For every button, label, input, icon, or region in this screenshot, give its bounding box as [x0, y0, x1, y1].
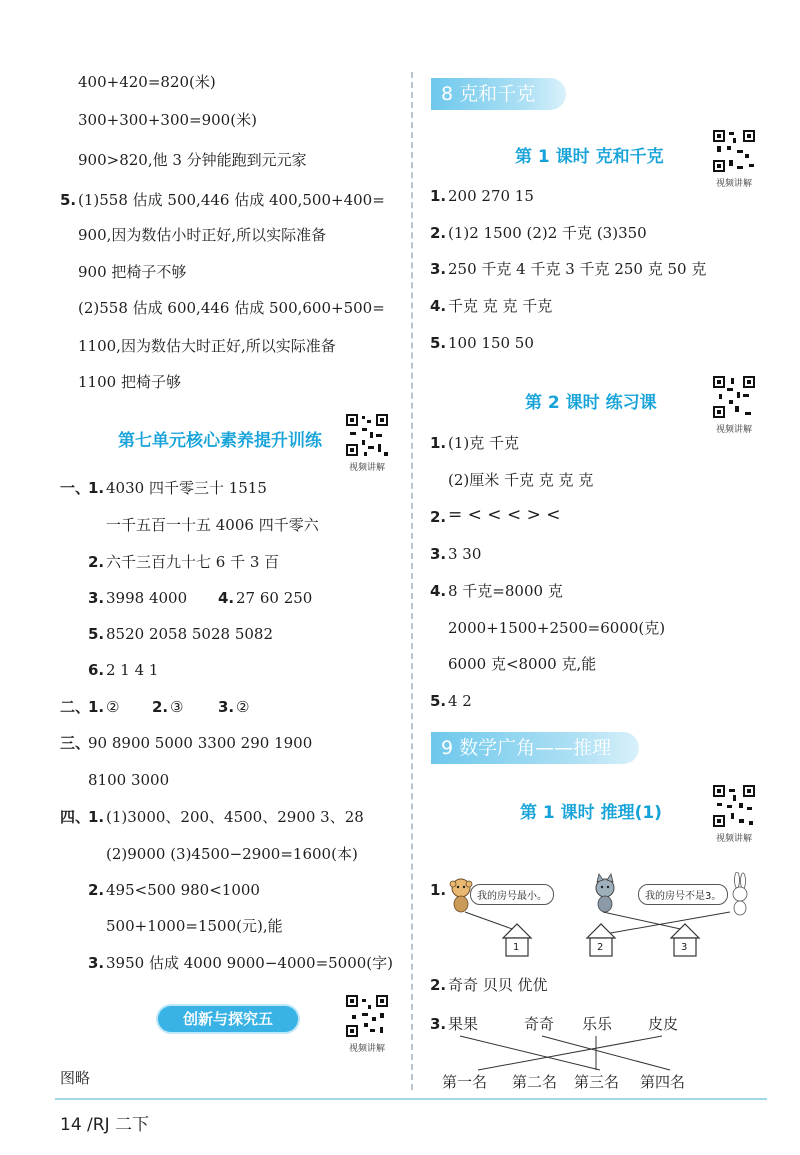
l3-q1-number: 1. [430, 881, 447, 899]
l3-q2-answer: 奇奇 贝贝 优优 [448, 976, 548, 994]
qr-code-icon[interactable] [344, 993, 390, 1039]
l1-q2-answer: (1)2 1500 (2)2 千克 (3)350 [448, 224, 647, 242]
l1-q3-answer: 250 千克 4 千克 3 千克 250 克 50 克 [448, 260, 707, 278]
name-guoguo: 果果 [448, 1015, 479, 1033]
lesson-1-title: 第 1 课时 克和千克 [515, 147, 664, 167]
s2-a1-number: 1. [88, 698, 105, 716]
s1-q3-answer: 3998 4000 [106, 589, 188, 607]
s1-q1-line-2: 一千五百一十五 4006 四千零六 [106, 516, 319, 534]
s1-q1-line-1: 4030 四千零三十 1515 [106, 479, 267, 497]
q5-number: 5. [60, 191, 77, 209]
rank-first: 第一名 [442, 1073, 488, 1091]
cat-icon [596, 874, 614, 912]
name-lele: 乐乐 [582, 1015, 613, 1033]
l2-q2-number: 2. [430, 508, 447, 526]
s4-q1-number: 1. [88, 808, 105, 826]
l2-q4-number: 4. [430, 582, 447, 600]
q5-line-3: 900 把椅子不够 [78, 263, 187, 281]
s1-q6-number: 6. [88, 661, 105, 679]
s2-a2-answer: ③ [170, 698, 184, 716]
s1-q2-answer: 六千三百九十七 6 千 3 百 [106, 553, 280, 571]
rabbit-icon [733, 872, 747, 915]
s1-q4-answer: 27 60 250 [236, 589, 313, 607]
lesson-2-title: 第 2 课时 练习课 [525, 393, 657, 413]
calc-line-1: 400+420=820(米) [78, 73, 216, 91]
l2-q1-number: 1. [430, 434, 447, 452]
s1-q5-answer: 8520 2058 5028 5082 [106, 625, 273, 643]
qr-code-icon[interactable] [711, 128, 757, 174]
calc-line-3: 900>820,他 3 分钟能跑到元元家 [78, 151, 307, 169]
qr-caption: 视频讲解 [715, 425, 752, 435]
s4-q2-line-1: 495<500 980<1000 [106, 881, 260, 899]
l2-q4-line-3: 6000 克<8000 克,能 [448, 655, 597, 673]
section-four-label: 四、 [60, 808, 91, 826]
l1-q4-number: 4. [430, 297, 447, 315]
l1-q2-number: 2. [430, 224, 447, 242]
q5-line-2: 900,因为数估小时正好,所以实际准备 [78, 226, 327, 244]
l1-q3-number: 3. [430, 260, 447, 278]
rank-fourth: 第四名 [640, 1073, 686, 1091]
s1-q5-number: 5. [88, 625, 105, 643]
s4-q2-line-2: 500+1000=1500(元),能 [106, 917, 283, 935]
l1-q5-number: 5. [430, 334, 447, 352]
rank-second: 第二名 [512, 1073, 558, 1091]
l1-q4-answer: 千克 克 克 千克 [448, 297, 553, 315]
s3-line-1: 90 8900 5000 3300 290 1900 [88, 734, 313, 752]
l2-q4-line-2: 2000+1500+2500=6000(克) [448, 619, 666, 637]
s2-a2-number: 2. [152, 698, 169, 716]
speech-bubble-monkey: 我的房号最小。 [470, 884, 554, 905]
chapter-8-header: 8 克和千克 [431, 78, 566, 110]
qr-code-icon[interactable] [711, 783, 757, 829]
l2-q2-answer: = < < < > < [448, 505, 561, 525]
l3-q2-number: 2. [430, 976, 447, 994]
l2-q4-line-1: 8 千克=8000 克 [448, 582, 563, 600]
q5-line-5: 1100,因为数估大时正好,所以实际准备 [78, 337, 336, 355]
unit-review-title: 第七单元核心素养提升训练 [118, 431, 322, 451]
calc-line-2: 300+300+300=900(米) [78, 111, 257, 129]
section-two-label: 二、 [60, 698, 91, 716]
s1-q4-number: 4. [218, 589, 235, 607]
l2-q5-answer: 4 2 [448, 692, 472, 710]
qr-caption: 视频讲解 [715, 834, 752, 844]
qr-code-icon[interactable] [344, 412, 390, 458]
l2-q1-line-1: (1)克 千克 [448, 434, 520, 452]
rank-third: 第三名 [574, 1073, 620, 1091]
s2-a3-number: 3. [218, 698, 235, 716]
l2-q5-number: 5. [430, 692, 447, 710]
s4-q2-number: 2. [88, 881, 105, 899]
name-qiqi: 奇奇 [524, 1015, 555, 1033]
qr-caption: 视频讲解 [348, 1044, 385, 1054]
figure-omitted-note: 图略 [60, 1069, 91, 1087]
matching-lines [440, 1034, 700, 1074]
page-footer: 14 /RJ 二下 [60, 1115, 149, 1135]
qr-code-icon[interactable] [711, 374, 757, 420]
monkey-icon [450, 879, 472, 912]
s1-q2-number: 2. [88, 553, 105, 571]
lesson-3-title: 第 1 课时 推理(1) [520, 803, 662, 823]
s4-q3-answer: 3950 估成 4000 9000−4000=5000(字) [106, 954, 394, 972]
s2-a1-answer: ② [106, 698, 120, 716]
s1-q6-answer: 2 1 4 1 [106, 661, 159, 679]
l3-q3-number: 3. [430, 1015, 447, 1033]
l2-q3-number: 3. [430, 545, 447, 563]
section-three-label: 三、 [60, 734, 91, 752]
s1-q3-number: 3. [88, 589, 105, 607]
qr-caption: 视频讲解 [348, 463, 385, 473]
s4-q3-number: 3. [88, 954, 105, 972]
s3-line-2: 8100 3000 [88, 771, 170, 789]
column-divider [411, 72, 413, 1090]
name-pipi: 皮皮 [648, 1015, 679, 1033]
innovation-badge: 创新与探究五 [158, 1006, 298, 1032]
speech-bubble-cat: 我的房号不是3。 [638, 884, 728, 905]
section-one-label: 一、 [60, 479, 91, 497]
house-number-3: 3 [681, 942, 688, 953]
s4-q1-line-1: (1)3000、200、4500、2900 3、28 [106, 808, 364, 826]
q5-line-6: 1100 把椅子够 [78, 373, 181, 391]
l1-q1-answer: 200 270 15 [448, 187, 534, 205]
q5-line-4: (2)558 估成 600,446 估成 500,600+500= [78, 299, 385, 317]
l1-q1-number: 1. [430, 187, 447, 205]
q5-line-1: (1)558 估成 500,446 估成 400,500+400= [78, 191, 385, 209]
chapter-9-header: 9 数学广角——推理 [431, 732, 639, 764]
l2-q1-line-2: (2)厘米 千克 克 克 克 [448, 471, 594, 489]
house-number-2: 2 [597, 942, 604, 953]
house-number-1: 1 [513, 942, 520, 953]
footer-rule [55, 1098, 767, 1100]
s4-q1-line-2: (2)9000 (3)4500−2900=1600(本) [106, 845, 358, 863]
qr-caption: 视频讲解 [715, 179, 752, 189]
s1-q1-number: 1. [88, 479, 105, 497]
l2-q3-answer: 3 30 [448, 545, 482, 563]
s2-a3-answer: ② [236, 698, 250, 716]
l1-q5-answer: 100 150 50 [448, 334, 534, 352]
